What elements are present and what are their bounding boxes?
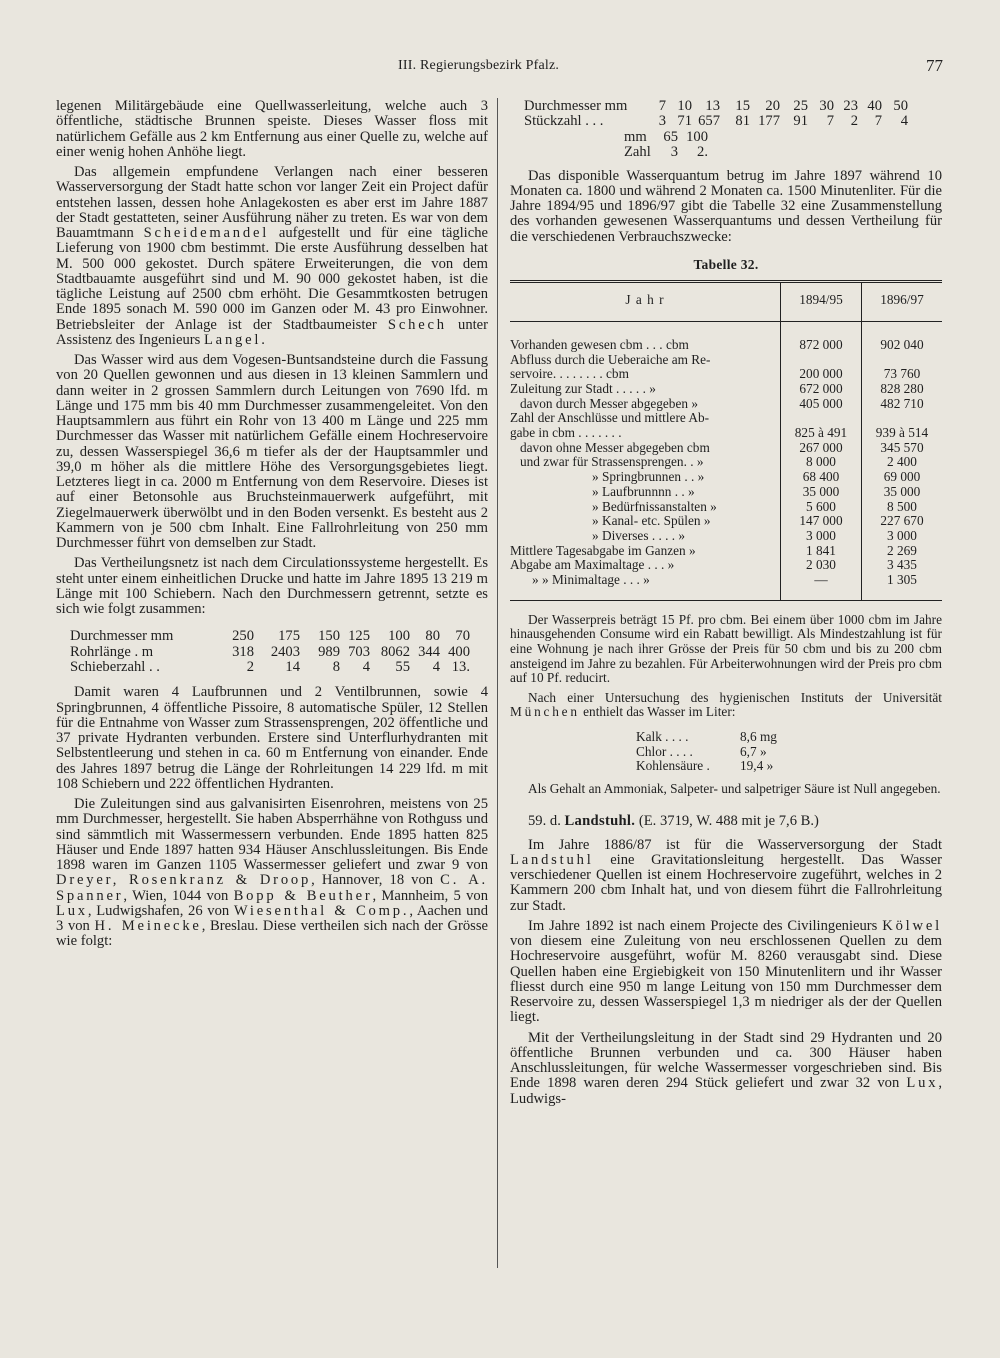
person-name: Schech — [387, 316, 447, 333]
cell-1896-97: 73 760 — [862, 367, 943, 382]
running-title: III. Regierungsbezirk Pfalz. — [398, 58, 560, 73]
table-row: Schieberzahl . . 2 14 8 4 55 4 13. — [70, 659, 470, 676]
cell-1894-95: 825 à 491 — [781, 426, 862, 441]
paragraph: Mit der Vertheilungsleitung in der Stadt sind 29 Hydranten und 20 öffentliche Brunnen verbunden und ca. 300 Häuser haben Anschlussleitungen, für welche Wassermesser vorgeschrieben sind. Bis Ende 1898 waren deren 294 Stück geliefert und zwar 32 von Lux, Ludwigs- — [510, 1029, 942, 1107]
row-label: » Diverses . . . . » — [592, 527, 686, 543]
person-name: Langel — [203, 331, 262, 348]
cell-1894-95: 672 000 — [781, 382, 862, 397]
cell-1894-95: 267 000 — [781, 441, 862, 456]
table-row: mm 65 100 — [624, 128, 708, 145]
cell-1896-97: 1 305 — [862, 573, 943, 600]
table-row — [510, 544, 942, 559]
column-header: 1894/95 — [781, 282, 862, 322]
table-row — [510, 367, 942, 382]
cell-1896-97: 345 570 — [862, 441, 943, 456]
cell-1896-97: 227 670 — [862, 514, 943, 529]
cell-1896-97: 35 000 — [862, 485, 943, 500]
cell-1894-95: 147 000 — [781, 514, 862, 529]
page-header — [0, 58, 1000, 80]
person-name: Kölwel — [882, 917, 942, 934]
row-label: » Kanal- etc. Spülen » — [592, 513, 711, 529]
paragraph: Nach einer Untersuchung des hygienischen Instituts der Universität München enthielt das Wasser im Liter: — [510, 689, 942, 720]
paragraph: Als Gehalt an Ammoniak, Salpeter- und salpetriger Säure ist Null angegeben. — [528, 780, 941, 796]
table-row — [510, 514, 942, 529]
table-row — [510, 411, 942, 426]
table-row — [510, 441, 942, 456]
row-label: Vorhanden gewesen cbm . . . cbm — [510, 336, 689, 352]
section-heading: 59. d. Landstuhl. (E. 3719, W. 488 mit je 7,6 B.) — [528, 813, 819, 830]
cell-1896-97: 2 400 — [862, 455, 943, 470]
row-label: » Laufbrunnnn . . » — [592, 483, 695, 499]
table-row — [510, 397, 942, 412]
row-label: Zuleitung zur Stadt . . . . . » — [510, 380, 656, 396]
table-row — [510, 382, 942, 397]
table-row — [510, 426, 942, 441]
cell-1894-95: 3 000 — [781, 529, 862, 544]
row-label: » » Minimaltage . . . » — [532, 572, 650, 588]
cell-1896-97: 8 500 — [862, 500, 943, 515]
cell-1896-97: 939 à 514 — [862, 426, 943, 441]
table-header-row — [510, 282, 942, 322]
row-label: Mittlere Tagesabgabe im Ganzen » — [510, 542, 696, 558]
table-title: Tabelle 32. — [693, 256, 759, 272]
cell-1894-95 — [781, 411, 862, 426]
cell-1896-97 — [862, 411, 943, 426]
cell-1896-97: 3 435 — [862, 558, 943, 573]
table-row — [510, 500, 942, 515]
row-label: davon ohne Messer abgegeben cbm — [520, 439, 710, 455]
water-quantity-table — [510, 280, 942, 601]
table-row — [510, 558, 942, 573]
paragraph: Der Wasserpreis beträgt 15 Pf. pro cbm. Bei einem über 1000 cbm im Jahre hinausgehenden Consume wird ein Rabatt bewilligt. Als Mindestzahlung ist für eine Wohnung je nach ihrer Grösse der Preis für 50 cbm und bis zu 200 cbm ansteigend im Jahre zu bezahlen. Für Arbeiterwohnungen wird der Preis pro cbm auf 10 Pf. reducirt. — [510, 611, 942, 686]
table-row — [510, 455, 942, 470]
table-row: Durchmesser mm 7 10 13 15 20 25 30 23 40 50 — [524, 98, 908, 114]
table-row — [510, 321, 942, 352]
cell-1894-95 — [781, 353, 862, 368]
row-label: Abgabe am Maximaltage . . . » — [510, 557, 675, 573]
cell-1894-95: 2 030 — [781, 558, 862, 573]
cell-1896-97: 3 000 — [862, 529, 943, 544]
person-name: Scheidemandel — [143, 225, 270, 241]
page-number: 77 — [926, 56, 943, 75]
table-row: Durchmesser mm 250 175 150 125 100 80 70 — [70, 628, 470, 645]
table-row — [510, 470, 942, 485]
table-body — [510, 321, 942, 600]
company-name: H. Meinecke — [94, 918, 202, 935]
table-row — [510, 573, 942, 600]
paragraph: Das Vertheilungsnetz ist nach dem Circulationssysteme hergestellt. Es steht unter einem einheitlichen Drucke und hatte im Jahre 1895 13 219 m Länge mit 100 Schiebern. Nach den Durchmessern getrennt, setzte es sich wie folgt zusammen: — [56, 555, 488, 617]
cell-1894-95: 68 400 — [781, 470, 862, 485]
analysis-list — [636, 730, 942, 774]
row-label: » Bedürfnissanstalten » — [592, 498, 717, 514]
place-name: Landstuhl — [510, 851, 594, 868]
cell-1894-95: 872 000 — [781, 321, 862, 352]
left-column — [56, 99, 488, 950]
cell-1896-97: 69 000 — [862, 470, 943, 485]
row-label: » Springbrunnen . . » — [592, 469, 705, 485]
right-column — [510, 99, 942, 1107]
table-row: Zahl 3 2. — [624, 144, 708, 161]
cell-1896-97: 902 040 — [862, 321, 943, 352]
table-row — [510, 353, 942, 368]
row-label: servoire. . . . . . . . cbm — [510, 366, 629, 382]
company-name: Lux — [56, 902, 88, 919]
paragraph: Damit waren 4 Laufbrunnen und 2 Ventilbrunnen, sowie 4 Springbrunnen, 4 öffentliche Pissoire, 8 automatische Spüler, 12 Stellen für die Entnahme von Wasser zum Strassensprengen, 202 öffentliche und 37 private Hydranten verbunden. Erstere sind Unterflurhydranten mit Selbstentleerung und stehen in ca. 60 m Entfernung von einander. Ende des Jahres 1897 betrug die Länge der Rohrleitungen 14 229 lfd. m mit 108 Schiebern und 222 öffentlichen Hydranten. — [56, 684, 488, 792]
paragraph: Das allgemein empfundene Verlangen nach einer besseren Wasserversorgung der Stadt hatte schon vor langer Zeit ein Project dafür entstehen lassen, dessen hohe Anlagekosten es aber erst im Jahre 1887 der Stadt gestatteten, seiner Ausführung näher zu treten. Es war von dem Bauamtmann Scheidemandel aufgestellt und für eine tägliche Lieferung von 1900 cbm bestimmt. Die erste Ausführung desselben hat M. 500 000 gekostet. Durch spätere Erweiterungen, die von dem Stadtbauamte ausgeführt sind und M. 90 000 gekostet haben, ist die tägliche Leistung auf 2500 cbm erhöht. Die Gesammtkosten betrugen Ende 1895 sonach M. 590 000 im Ganzen oder M. 43 pro Einwohner. Betriebsleiter der Anlage ist der Stadtbaumeister Schech unter Assistenz des Ingenieurs Langel. — [56, 164, 489, 348]
cell-1896-97 — [862, 353, 943, 368]
row-label: gabe in cbm . . . . . . . — [510, 425, 622, 441]
paragraph: Im Jahre 1886/87 ist für die Wasserversorgung der Stadt Landstuhl eine Gravitationsleitung hergestellt. Das Wasser verschiedener Quellen ist einem Hochreservoire zugeführt, welches in 2 Kammern 200 cbm Inhalt hat, und von diesem führt die Fallrohrleitung zur Stadt. — [510, 836, 943, 914]
cell-1896-97: 482 710 — [862, 397, 943, 412]
table-row: Stückzahl . . . 3 71 657 81 177 91 7 2 7 4 — [524, 113, 908, 130]
column-header: J a h r — [510, 282, 781, 322]
list-item: Kalk . . . . 8,6 mg — [636, 728, 777, 744]
table-row: Rohrlänge . m 318 2403 989 703 8062 344 400 — [70, 643, 470, 660]
paragraph: legenen Militärgebäude eine Quellwasserleitung, welche auch 3 öffentliche, städtische Brunnen speiste. Dieses Wasser floss mit natürlichem Gefälle aus 2 km Entfernung aus einer Quelle zu, welche auf einer wenig hohen Anhöhe liegt. — [56, 98, 488, 160]
table-row — [510, 529, 942, 544]
cell-1894-95: 1 841 — [781, 544, 862, 559]
paragraph: Die Zuleitungen sind aus galvanisirten Eisenrohren, meistens von 25 mm Durchmesser, hergestellt. Sie haben Absperrhähne von Rothguss und sind sämmtlich mit Wassermessern verbunden. Ende 1895 hatten 825 Häuser und Ende 1897 hatten 934 Häuser Anschlussleitungen. Bis Ende 1898 waren im Ganzen 1105 Wassermesser geliefert und zwar 9 von Dreyer, Rosenkranz & Droop, Hannover, 18 von C. A. Spanner, Wien, 1044 von Bopp & Beuther, Mannheim, 5 von Lux, Ludwigshafen, 26 von Wiesenthal & Comp., Aachen und 3 von H. Meinecke, Breslau. Diese vertheilen sich nach der Grösse wie folgt: — [56, 796, 489, 950]
meter-size-table — [524, 99, 942, 161]
cell-1896-97: 2 269 — [862, 544, 943, 559]
cell-1896-97: 828 280 — [862, 382, 943, 397]
list-item: Chlor . . . . 6,7 » — [636, 743, 767, 759]
company-name: Wiesenthal & Comp. — [233, 902, 410, 919]
company-name: Dreyer, Rosenkranz & Droop — [56, 872, 312, 889]
cell-1894-95: 8 000 — [781, 455, 862, 470]
pipe-diameter-table — [70, 629, 488, 675]
row-label: davon durch Messer abgegeben » — [520, 395, 698, 411]
company-name: Bopp & Beuther — [233, 887, 373, 904]
cell-1894-95: 405 000 — [781, 397, 862, 412]
paragraph: Das Wasser wird aus dem Vogesen-Buntsandsteine durch die Fassung von 20 Quellen gewonnen und aus diesen in 13 kleinen Sammlern und dann weiter in 2 grossen Sammlern durch Leitungen von 7690 lfd. m Länge und 175 mm bis 40 mm Durchmesser zusammengeleitet. Von den Hauptsammlern aus führt ein Rohr von 13 400 m Länge und 225 mm Durchmesser das Wasser mit natürlichem Gefälle einem Hochreservoire zu, dessen Wasserspiegel 36,6 m tiefer als der der Hauptsammler und 39,0 m höher als die mittlere Höhe des Versorgungsgebietes liegt. Letzteres liegt in ca. 2000 m Entfernung von dem Reservoire. Dieses ist auf einer Betonsohle aus Bruchsteinmauerwerk aufgeführt, mit Ziegelmauerwerk überwölbt und in den Boden versenkt. Es besteht aus 2 Kammern von je 500 cbm Inhalt. Eine Fallrohrleitung von 250 mm Durchmesser führt von demselben zur Stadt. — [56, 352, 488, 551]
cell-1894-95: 35 000 — [781, 485, 862, 500]
column-divider — [497, 98, 498, 1268]
company-name: C. A. Spanner — [56, 872, 488, 904]
row-label: Zahl der Anschlüsse und mittlere Ab- — [510, 410, 710, 426]
row-label: Abfluss durch die Ueberaiche am Re- — [510, 351, 711, 367]
section-title: Landstuhl. — [564, 813, 636, 830]
cell-1894-95: 200 000 — [781, 367, 862, 382]
cell-1894-95: — — [781, 573, 862, 600]
paragraph: Das disponible Wasserquantum betrug im Jahre 1897 während 10 Monaten ca. 1800 und während 2 Monaten ca. 1500 Minutenliter. Für die Jahre 1894/95 und 1896/97 gibt die Tabelle 32 eine Zusammenstellung des vorhanden gewesenen Wasserquantums und dessen Vertheilung für die verschiedenen Verbrauchszwecke: — [510, 167, 942, 245]
cell-1894-95: 5 600 — [781, 500, 862, 515]
row-label: und zwar für Strassensprengen. . » — [520, 454, 704, 470]
place-name: München — [510, 704, 580, 720]
list-item: Kohlensäure . 19,4 » — [636, 758, 774, 774]
column-header: 1896/97 — [862, 282, 943, 322]
table-row — [510, 485, 942, 500]
paragraph: Im Jahre 1892 ist nach einem Projecte des Civilingenieurs Kölwel von diesem eine Zuleitung von neu erschlossenen Quellen zu dem Hochreservoire ausgeführt, wofür M. 8260 verausgabt sind. Diese Quellen haben eine Ergiebigkeit von 150 Minutenlitern und ihr Wasser fliesst durch eine 950 m lange Leitung von 150 mm Durchmesser dem Reservoire zu, dessen Wasserspiegel 1,3 m niedriger als der der Quellen liegt. — [510, 917, 942, 1026]
company-name: Lux — [906, 1075, 939, 1092]
